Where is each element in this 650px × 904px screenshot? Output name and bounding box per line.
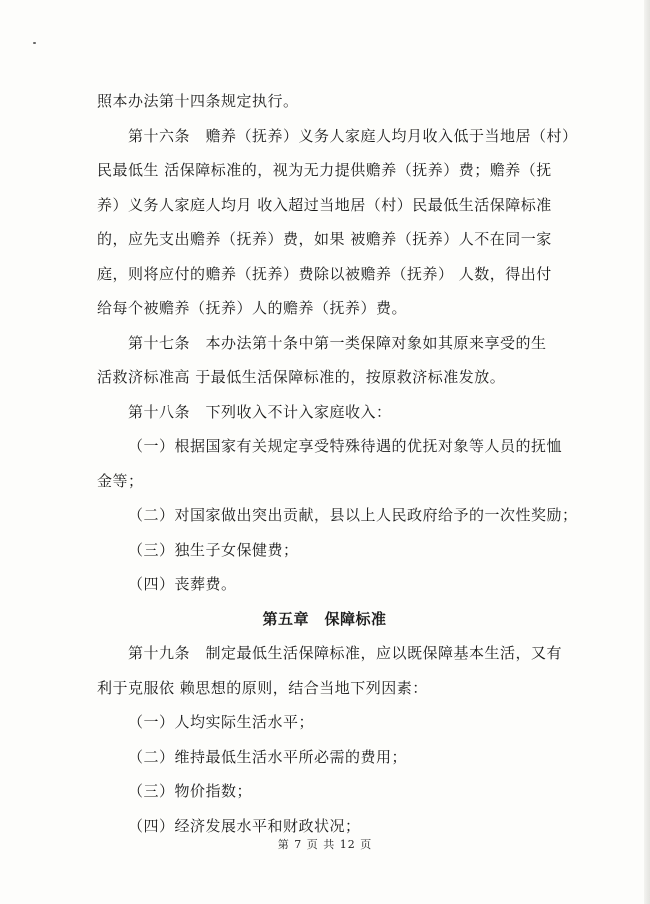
list-item-line: （三）物价指数； [128, 782, 253, 800]
list-item-line: （四）经济发展水平和财政状况； [128, 816, 361, 835]
article-16-line: 第十六条 赡养（抚养）义务人家庭人均月收入低于当地居（村） [128, 126, 578, 145]
paragraph-line: 民最低生 活保障标准的，视为无力提供赡养（抚养）费；赡养（抚 [97, 161, 552, 179]
article-19-line: 第十九条 制定最低生活保障标准，应以既保障基本生活，又有 [128, 644, 563, 662]
list-item-line: （四）丧葬费。 [128, 575, 237, 593]
paragraph-line: 庭，则将应付的赡养（抚养）费除以被赡养（抚养） 人数，得出付 [97, 264, 552, 283]
list-item-line: （三）独生子女保健费； [128, 540, 299, 559]
scan-speck [33, 42, 36, 44]
chapter-heading: 第五章 保障标准 [262, 609, 387, 628]
list-item-line: （一）人均实际生活水平； [128, 713, 315, 731]
article-18-line: 第十八条 下列收入不计入家庭收入： [128, 402, 392, 421]
article-17-line: 第十七条 本办法第十条中第一类保障对象如其原来享受的生 [128, 333, 547, 352]
paragraph-line: 照本办法第十四条规定执行。 [97, 92, 299, 110]
paragraph-line: 活救济标准高 于最低生活保障标准的，按原救济标准发放。 [97, 368, 506, 386]
paragraph-line: 给每个被赡养（抚养）人的赡养（抚养）费。 [97, 299, 408, 317]
list-item-line: （二）对国家做出突出贡献，县以上人民政府给予的一次性奖励； [128, 506, 578, 524]
paragraph-line: 的，应先支出赡养（抚养）费，如果 被赡养（抚养）人不在同一家 [97, 230, 552, 248]
list-item-line: （一）根据国家有关规定享受特殊待遇的优抚对象等人员的抚恤 [128, 437, 563, 455]
document-body [97, 84, 578, 843]
page-number: 第 7 页 共 12 页 [277, 838, 373, 851]
paragraph-line: 养）义务人家庭人均月 收入超过当地居（村）民最低生活保障标准 [97, 195, 552, 214]
list-item-line: （二）维持最低生活水平所必需的费用； [128, 747, 408, 766]
paragraph-line: 利于克服依 赖思想的原则，结合当地下列因素： [97, 678, 428, 697]
scan-edge-shadow [644, 0, 650, 904]
paragraph-line: 金等； [97, 471, 144, 490]
